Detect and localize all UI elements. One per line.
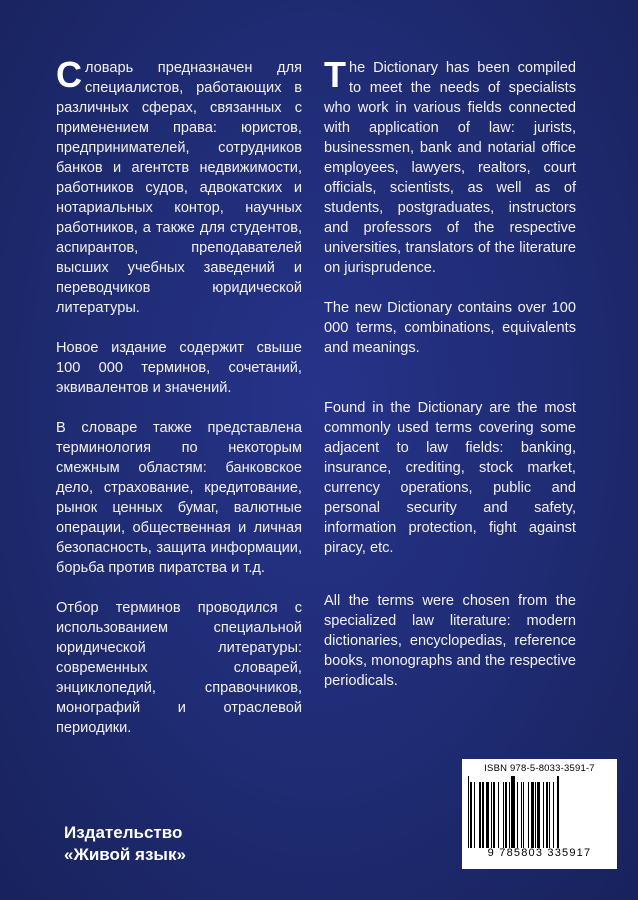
barcode-icon: [468, 776, 611, 854]
en-paragraph-1: [324, 54, 576, 278]
en-paragraph-2: The new Dictionary contains over 100 000 terms, combinations, equivalents and meanings.: [324, 300, 576, 356]
en-paragraph-4: All the terms were chosen from the specialized law literature: modern dictionaries, encyclopedias, reference books, monographs and the respective periodicals.: [324, 593, 576, 689]
ru-paragraph-2: Новое издание содержит свыше 100 000 терминов, сочетаний, эквивалентов и значений.: [56, 340, 302, 396]
publisher-name: [64, 822, 186, 866]
ru-paragraph-1: [56, 54, 302, 318]
barcode-number: 9 785803 335917: [468, 848, 611, 859]
publisher-line-2: «Живой язык»: [64, 845, 186, 864]
isbn-text: ISBN 978-5-8033-3591-7: [484, 763, 595, 774]
barcode-label: [462, 759, 617, 869]
english-description-column: [324, 54, 576, 691]
en-paragraph-1-text: he Dictionary has been compiled to meet the needs of specialists who work in various fields connected with application of law: jurists, businessmen, bank and notarial office employees, lawyers, realtors, court officials, scientists, as well as of students, postgraduates, instructors and professors of the respective universities, translators of the literature on jurisprudence.: [324, 60, 576, 276]
en-drop-cap: T: [324, 54, 346, 95]
ru-paragraph-4: Отбор терминов проводился с использованием специальной юридической литературы: современных словарей, энциклопедий, справочников, монографий и отраслевой периодики.: [56, 600, 302, 736]
ru-paragraph-3: В словаре также представлена терминология по некоторым смежным областям: банковское дело, страхование, кредитование, рынок ценных бумаг, валютные операции, общественная и личная безопасность, защита информации, борьба против пиратства и т.д.: [56, 420, 302, 576]
russian-description-column: [56, 54, 302, 738]
ru-paragraph-1-text: ловарь предназначен для специалистов, работающих в различных сферах, связанных с применением права: юристов, предпринимателей, сотрудников банков и агентств недвижимости, работников судов, адвокатских и нотариальных контор, научных работников, а также для студентов, аспирантов, преподавателей высших учебных заведений и переводчиков юридической литературы.: [56, 60, 302, 316]
en-paragraph-3: Found in the Dictionary are the most commonly used terms covering some adjacent to law fields: banking, insurance, crediting, stock market, currency operations, public and personal security and safety, information protection, fight against piracy, etc.: [324, 400, 576, 556]
barcode-stripe: [559, 776, 560, 854]
ru-drop-cap: С: [56, 54, 82, 95]
publisher-line-1: Издательство: [64, 823, 183, 842]
